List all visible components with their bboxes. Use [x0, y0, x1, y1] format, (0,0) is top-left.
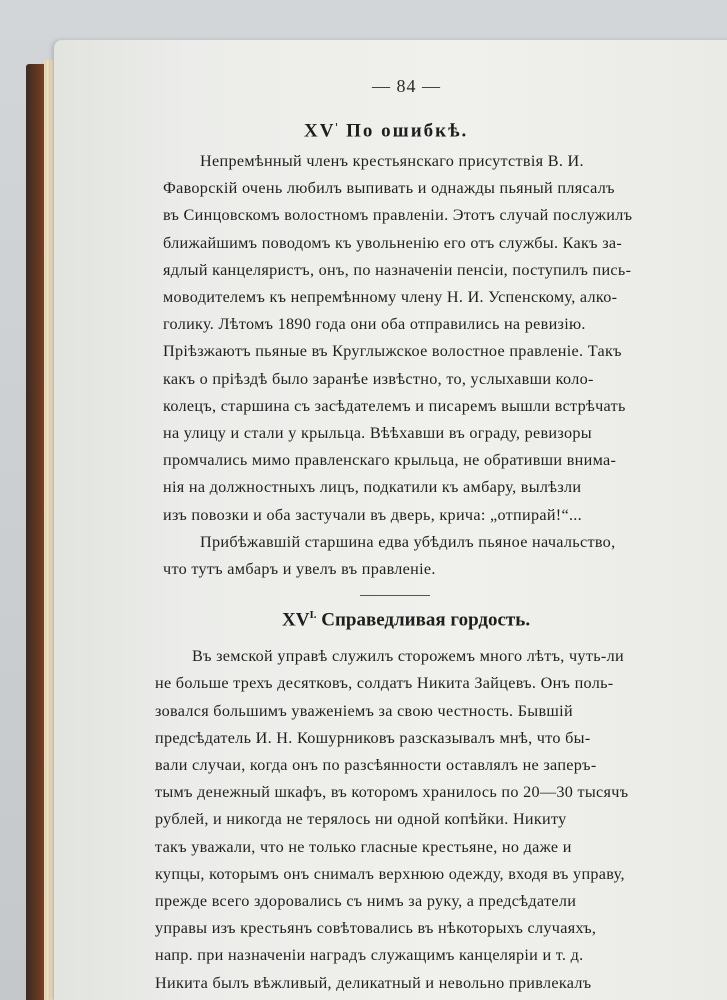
section-divider [360, 595, 430, 596]
text-line: рублей, и никогда не терялось ни одной копѣйки. Никиту [155, 810, 567, 829]
section-numeral: XV [282, 609, 310, 631]
text-line: прежде всего здоровались съ нимъ за руку, а предсѣдатели [155, 892, 577, 910]
text-line: Въ земской управѣ служилъ сторожемъ много лѣтъ, чуть-ли [192, 647, 624, 666]
text-line: ближайшимъ поводомъ къ увольненію его отъ службы. Какъ за- [163, 233, 623, 252]
text-line: промчались мимо правленскаго крыльца, не обративши внима- [163, 451, 617, 470]
text-line: Пріѣзжаютъ пьяные въ Круглыжское волостное правленіе. Такъ [163, 342, 622, 361]
section-numeral-sup: I. [309, 609, 317, 622]
text-line: голику. Лѣтомъ 1890 года они оба отправились на ревизію. [163, 315, 586, 334]
text-line: тымъ денежный шкафъ, въ которомъ хранилось по 20—30 тысячъ [155, 783, 629, 802]
text-line: Фаворскій очень любилъ выпивать и однажды пьяный плясалъ [163, 179, 615, 198]
text-line: управы изъ крестьянъ совѣтовались въ нѣкоторыхъ случаяхъ, [155, 919, 597, 938]
text-line: ядлый канцеляристъ, онъ, по назначеніи пенсіи, поступилъ пись- [163, 260, 632, 279]
text-line: вали случаи, когда онъ по разсѣянности оставлялъ не заперъ- [155, 756, 597, 774]
text-line: зовался большимъ уваженіемъ за свою честность. Бывшій [155, 701, 573, 720]
text-line: нія на должностныхъ лицъ, подкатили къ амбару, вылѣзли [163, 478, 582, 497]
text-line: предсѣдатель И. Н. Кошурниковъ разсказывалъ мнѣ, что бы- [155, 728, 591, 747]
section-title: По ошибкѣ. [346, 120, 469, 142]
text-line: колецъ, старшина съ засѣдателемъ и писаремъ вышли встрѣчать [163, 396, 626, 415]
text-line: изъ повозки и оба застучали въ дверь, крича: „отпирай!“... [163, 505, 583, 524]
text-line: Никита былъ вѣжливый, деликатный и невольно привлекалъ [155, 973, 592, 992]
section-heading-xvi [282, 609, 530, 631]
text-line: напр. при назначеніи наградъ служащимъ канцеляріи и т. д. [155, 946, 584, 965]
text-line: на улицу и стали у крыльца. Вѣѣхавши въ ограду, ревизоры [163, 424, 592, 442]
text-line: въ Синцовскомъ волостномъ правленіи. Этотъ случай послужилъ [163, 206, 633, 225]
section-title: Справедливая гордость. [321, 609, 531, 631]
text-line: Непремѣнный членъ крестьянскаго присутствія В. И. [200, 152, 584, 170]
page-number: — 84 — [372, 76, 441, 96]
text-line: купцы, которымъ онъ снималъ верхнюю одежду, входя въ управу, [155, 864, 625, 883]
text-line: какъ о пріѣздѣ было заранѣе извѣстно, то, услыхавши коло- [163, 369, 594, 388]
text-line: моводителемъ къ непремѣнному члену Н. И. Успенскому, алко- [163, 288, 618, 306]
section-heading-xv [304, 120, 468, 142]
text-line: что тутъ амбаръ и увелъ въ правленіе. [163, 560, 436, 578]
text-line: не больше трехъ десятковъ, солдатъ Никита Зайцевъ. Онъ поль- [155, 674, 614, 693]
section-numeral: XV [304, 120, 336, 142]
text-line: Прибѣжавшій старшина едва убѣдилъ пьяное начальство, [200, 532, 616, 551]
section-numeral-sup: ᶦ [335, 120, 340, 132]
text-line: такъ уважали, что не только гласные крестьяне, но даже и [155, 837, 572, 856]
